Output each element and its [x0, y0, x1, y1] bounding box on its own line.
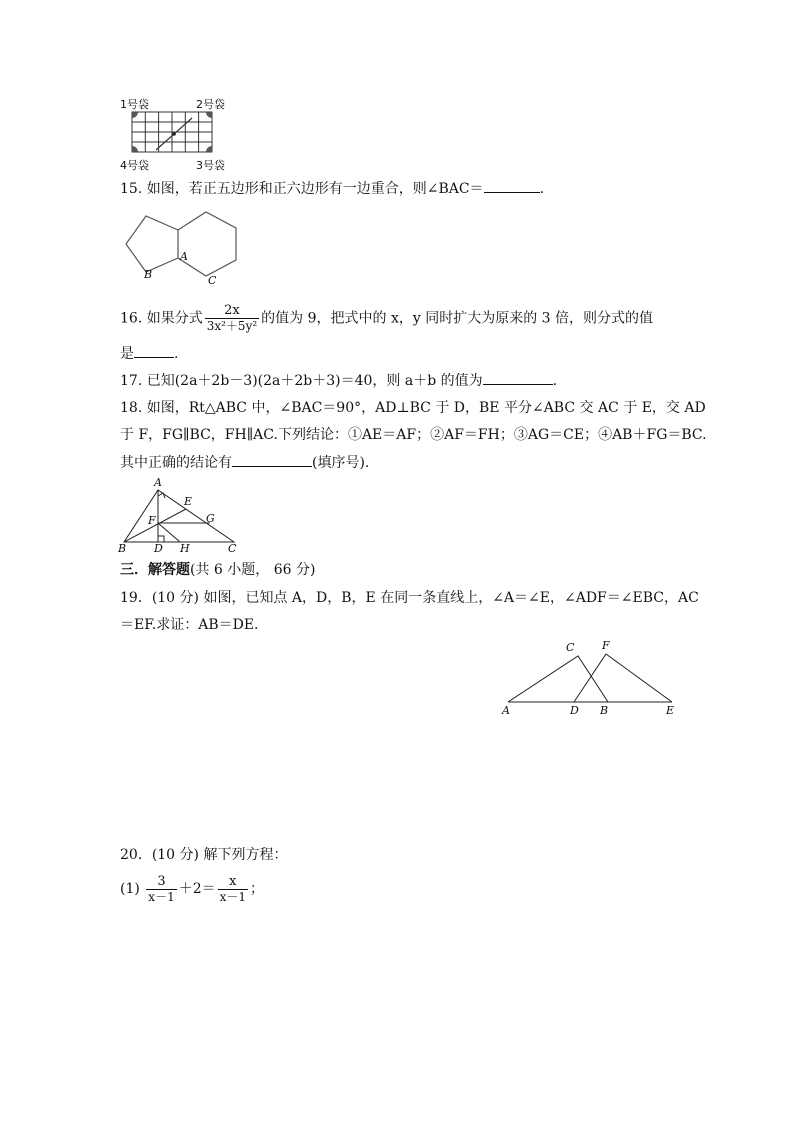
q18-label-g: G: [206, 512, 215, 525]
q16-answer-blank[interactable]: [134, 343, 174, 358]
q16-fraction: [205, 303, 259, 334]
q18-answer-blank[interactable]: [232, 452, 312, 467]
section-3-title: 三．解答题: [120, 562, 190, 578]
two-triangles-figure: [496, 636, 686, 720]
q16-numerator: 2x: [224, 303, 240, 318]
question-18-line1: [120, 398, 706, 418]
bag3-label: 3号袋: [196, 159, 225, 172]
question-20-part1: [120, 872, 264, 906]
pentagon-hexagon-figure: [120, 204, 244, 288]
q19-label-b: B: [600, 704, 609, 717]
q16-pre: 16. 如果分式: [120, 310, 203, 327]
q19-label-f: F: [602, 639, 610, 652]
q15-label-b: B: [144, 268, 153, 281]
q20-mid: ＋2＝: [178, 881, 216, 897]
q19-label-c: C: [566, 641, 575, 654]
question-18-line3: [120, 452, 369, 473]
q20-p1: (1): [120, 881, 140, 897]
q20-f2-numerator: x: [229, 873, 237, 889]
q18-label-h: H: [180, 542, 190, 555]
q15-text: 15. 如图，若正五边形和正六边形有一边重合，则∠BAC＝: [120, 181, 484, 197]
question-19-line1: [120, 588, 699, 608]
question-18-line2: [120, 425, 707, 445]
question-16-line2: [120, 343, 178, 364]
q18-label-f: F: [148, 514, 156, 527]
q17-end: .: [552, 373, 558, 389]
q19-label-e: E: [666, 704, 675, 717]
section-3-info: (共 6 小题， 66 分): [190, 562, 316, 578]
q20-f1-denominator: x－1: [148, 889, 175, 904]
q18-line1: 18. 如图，Rt△ABC 中，∠BAC＝90°，AD⊥BC 于 D，BE 平分∠ABC 交 AC 于 E，交 AD: [120, 400, 706, 416]
q19-line1: 19．(10 分) 如图，已知点 A，D，B，E 在同一条直线上，∠A＝∠E，∠ADF＝∠EBC，AC: [120, 590, 699, 606]
bag1-label: 1号袋: [120, 98, 149, 111]
q16-denominator: 3x²＋5y²: [206, 319, 258, 333]
q15-answer-blank[interactable]: [484, 178, 540, 193]
q19-label-d: D: [570, 704, 579, 717]
bag2-label: 2号袋: [196, 98, 225, 111]
q20-title: 20．(10 分) 解下列方程：: [120, 847, 288, 863]
q20-f1-numerator: 3: [157, 873, 166, 889]
question-15: [120, 178, 544, 199]
q18-label-d: D: [154, 542, 163, 555]
q18-label-e: E: [184, 495, 193, 508]
section-3-heading: [120, 560, 315, 580]
question-17: [120, 370, 557, 391]
q16-end: .: [174, 346, 179, 362]
q19-line2: ＝EF.求证：AB＝DE.: [120, 617, 259, 633]
q16-post: 的值为 9，把式中的 x，y 同时扩大为原来的 3 倍，则分式的值: [261, 310, 654, 327]
q18-label-a: A: [154, 476, 162, 489]
two-triangles-diagram: [496, 636, 686, 720]
q20-fraction-1: [146, 874, 176, 905]
q16-line2: 是: [120, 346, 134, 362]
q15-end: .: [539, 181, 545, 197]
q18-line3-post: (填序号).: [312, 455, 370, 471]
q15-label-c: C: [208, 274, 217, 287]
question-20-title: [120, 845, 287, 865]
q17-answer-blank[interactable]: [483, 370, 553, 385]
q19-label-a: A: [502, 704, 510, 717]
q18-line2: 于 F，FG∥BC，FH∥AC.下列结论：①AE＝AF；②AF＝FH；③AG＝CE；④AB＋FG＝BC.: [120, 427, 707, 443]
bag-grid-figure: [118, 96, 230, 172]
q20-end: ；: [250, 881, 265, 897]
q18-label-c: C: [228, 542, 237, 555]
q20-fraction-2: [218, 874, 248, 905]
q18-label-b: B: [118, 542, 127, 555]
bag4-label: 4号袋: [120, 159, 149, 172]
q15-label-a: A: [180, 250, 188, 263]
q18-line3-pre: 其中正确的结论有: [120, 455, 232, 471]
pentagon-hexagon-diagram: [120, 204, 244, 288]
q20-f2-denominator: x－1: [219, 889, 247, 904]
q17-text: 17. 已知(2a＋2b－3)(2a＋2b＋3)＝40，则 a＋b 的值为: [120, 373, 483, 389]
right-triangle-figure: [116, 476, 248, 556]
question-19-line2: [120, 615, 259, 635]
question-16: [120, 303, 653, 334]
